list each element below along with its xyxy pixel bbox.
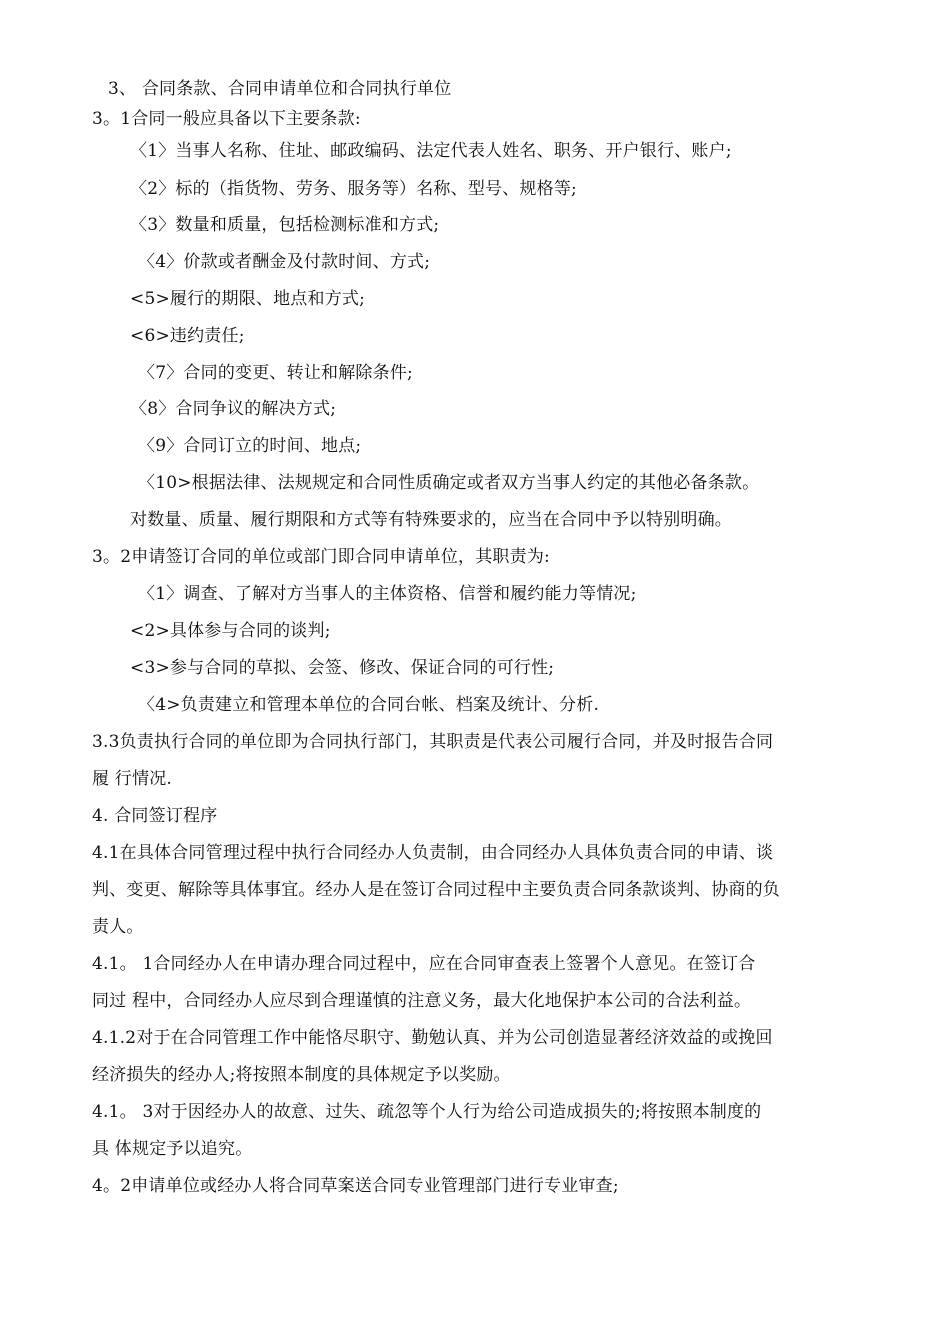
list-item: 〈4〉价款或者酬金及付款时间、方式; (138, 252, 431, 272)
paragraph-line: 责人。 (92, 917, 144, 937)
list-item: <3>参与合同的草拟、会签、修改、保证合同的可行性; (130, 658, 555, 678)
list-item: <2>具体参与合同的谈判; (130, 621, 331, 641)
section-heading: 4. 合同签订程序 (92, 806, 218, 826)
list-item: 〈9〉合同订立的时间、地点; (138, 436, 362, 456)
list-item: 〈8〉合同争议的解决方式; (130, 399, 337, 419)
paragraph-line: 4.1在具体合同管理过程中执行合同经办人负责制，由合同经办人具体负责合同的申请、谈 (92, 843, 774, 863)
list-item: <6>违约责任; (130, 326, 245, 346)
list-item: 〈2〉标的（指货物、劳务、服务等）名称、型号、规格等; (130, 179, 577, 199)
paragraph-line: 履 行情况. (92, 769, 173, 789)
list-item: <5>履行的期限、地点和方式; (130, 289, 366, 309)
section-heading: 3、 合同条款、合同申请单位和合同执行单位 (108, 79, 452, 99)
paragraph-line: 对数量、质量、履行期限和方式等有特殊要求的，应当在合同中予以特别明确。 (130, 510, 732, 530)
paragraph-line: 具 体规定予以追究。 (92, 1139, 253, 1159)
paragraph-line: 4.1。 3对于因经办人的故意、过失、疏忽等个人行为给公司造成损失的;将按照本制度的 (92, 1102, 762, 1122)
paragraph-line: 3.3负责执行合同的单位即为合同执行部门，其职责是代表公司履行合同，并及时报告合同 (92, 732, 774, 752)
paragraph-line: 判、变更、解除等具体事宜。经办人是在签订合同过程中主要负责合同条款谈判、协商的负 (92, 880, 780, 900)
paragraph-line: 4.1。 1合同经办人在申请办理合同过程中，应在合同审查表上签署个人意见。在签订合 (92, 954, 756, 974)
list-item: 〈1〉调查、了解对方当事人的主体资格、信誉和履约能力等情况; (138, 584, 637, 604)
subsection-heading: 3。1合同一般应具备以下主要条款: (92, 109, 361, 129)
subsection-heading: 3。2申请签订合同的单位或部门即合同申请单位，其职责为: (92, 547, 550, 567)
paragraph-line: 4.1.2对于在合同管理工作中能恪尽职守、勤勉认真、并为公司创造显著经济效益的或挽回 (92, 1028, 773, 1048)
list-item: 〈4>负责建立和管理本单位的合同台帐、档案及统计、分析. (138, 695, 600, 715)
list-item: 〈1〉当事人名称、住址、邮政编码、法定代表人姓名、职务、开户银行、账户; (130, 141, 732, 161)
list-item: 〈10>根据法律、法规规定和合同性质确定或者双方当事人约定的其他必备条款。 (138, 473, 760, 493)
list-item: 〈3〉数量和质量，包括检测标准和方式; (130, 215, 440, 235)
list-item: 〈7〉合同的变更、转让和解除条件; (138, 363, 413, 383)
paragraph-line: 经济损失的经办人;将按照本制度的具体规定予以奖励。 (92, 1065, 511, 1085)
paragraph-line: 同过 程中，合同经办人应尽到合理谨慎的注意义务，最大化地保护本公司的合法利益。 (92, 991, 752, 1011)
paragraph-line: 4。2申请单位或经办人将合同草案送合同专业管理部门进行专业审查; (92, 1176, 619, 1196)
